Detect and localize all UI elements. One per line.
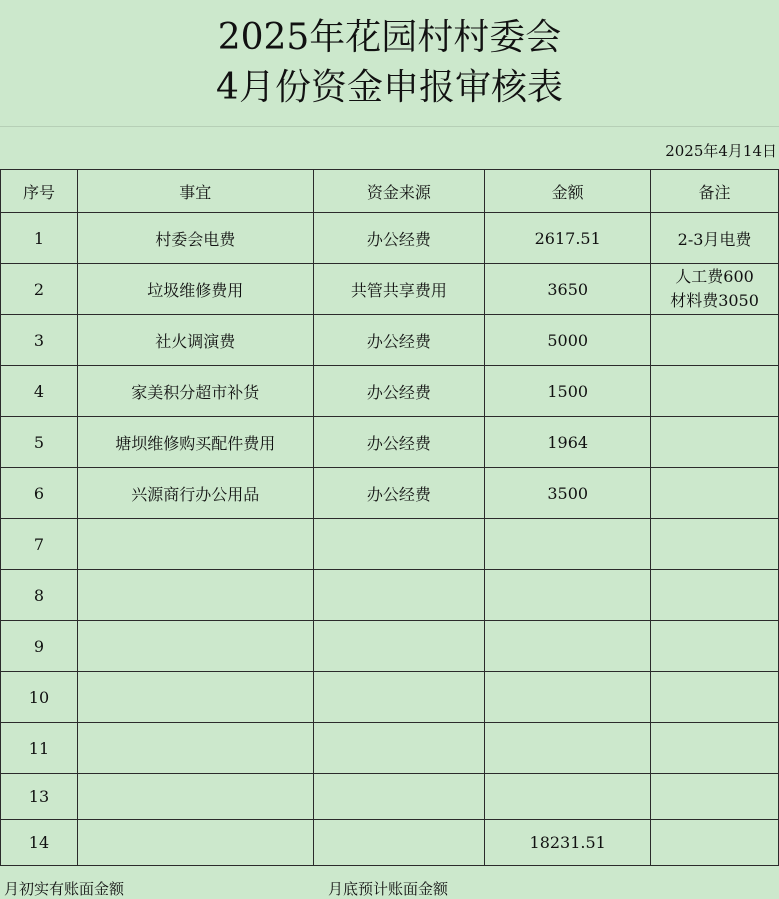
table-row [1,366,779,417]
cell-item [77,723,313,774]
cell-note [651,672,779,723]
cell-item [77,774,313,820]
cell-source [313,723,485,774]
cell-item: 塘坝维修购买配件费用 [77,417,313,468]
note-line-1: 人工费600 [675,267,754,286]
cell-amount: 3650 [485,264,651,315]
table-row [1,468,779,519]
table-row [1,672,779,723]
cell-item: 村委会电费 [77,213,313,264]
cell-amount [485,621,651,672]
cell-item: 社火调演费 [77,315,313,366]
cell-source [313,774,485,820]
cell-note [651,820,779,866]
footer-opening-balance-label: 月初实有账面金额 [4,880,125,898]
table-row [1,723,779,774]
cell-no: 8 [1,570,78,621]
cell-note [651,264,779,315]
title-line-2: 4月份资金申报审核表 [216,67,563,108]
cell-no: 4 [1,366,78,417]
cell-no: 11 [1,723,78,774]
cell-amount: 5000 [485,315,651,366]
cell-note [651,417,779,468]
cell-item [77,820,313,866]
cell-source [313,519,485,570]
cell-item [77,519,313,570]
cell-no: 2 [1,264,78,315]
funding-table [0,169,779,866]
cell-item: 家美积分超市补货 [77,366,313,417]
cell-amount [485,519,651,570]
cell-item: 兴源商行办公用品 [77,468,313,519]
cell-amount: 1500 [485,366,651,417]
title-line-1: 2025年花园村村委会 [217,17,562,58]
total-row [1,820,779,866]
footer-closing-balance-label: 月底预计账面金额 [328,880,449,898]
header-no: 序号 [1,170,78,213]
table-row [1,417,779,468]
header-amount: 金额 [485,170,651,213]
table-row [1,264,779,315]
cell-source: 办公经费 [313,366,485,417]
cell-note [651,468,779,519]
header-source: 资金来源 [313,170,485,213]
cell-source: 办公经费 [313,417,485,468]
cell-note [651,621,779,672]
cell-no: 3 [1,315,78,366]
table-row [1,315,779,366]
cell-note [651,774,779,820]
table-row [1,213,779,264]
cell-amount: 3500 [485,468,651,519]
cell-amount [485,672,651,723]
cell-total-amount: 18231.51 [485,820,651,866]
cell-no: 9 [1,621,78,672]
header-note: 备注 [651,170,779,213]
cell-note [651,315,779,366]
cell-source: 共管共享费用 [313,264,485,315]
cell-source: 办公经费 [313,315,485,366]
table-row [1,774,779,820]
title-area [0,0,779,127]
date-row [0,126,779,169]
table-row [1,519,779,570]
cell-source: 办公经费 [313,468,485,519]
report-date: 2025年4月14日 [665,142,777,160]
note-line-2: 材料费3050 [670,291,759,310]
cell-item [77,621,313,672]
cell-note [651,723,779,774]
cell-amount [485,774,651,820]
cell-source [313,820,485,866]
table-row [1,570,779,621]
table-row [1,621,779,672]
cell-note [651,570,779,621]
cell-item: 垃圾维修费用 [77,264,313,315]
cell-amount: 2617.51 [485,213,651,264]
cell-item [77,570,313,621]
cell-no: 7 [1,519,78,570]
cell-no: 1 [1,213,78,264]
header-item: 事宜 [77,170,313,213]
cell-source: 办公经费 [313,213,485,264]
cell-no: 14 [1,820,78,866]
cell-no: 5 [1,417,78,468]
footer [0,872,779,898]
cell-no: 10 [1,672,78,723]
cell-no: 13 [1,774,78,820]
cell-note [651,366,779,417]
cell-note [651,519,779,570]
cell-amount [485,570,651,621]
cell-amount [485,723,651,774]
header-row [1,170,779,213]
cell-source [313,672,485,723]
cell-item [77,672,313,723]
cell-no: 6 [1,468,78,519]
cell-source [313,621,485,672]
cell-amount: 1964 [485,417,651,468]
cell-note: 2-3月电费 [651,213,779,264]
cell-source [313,570,485,621]
